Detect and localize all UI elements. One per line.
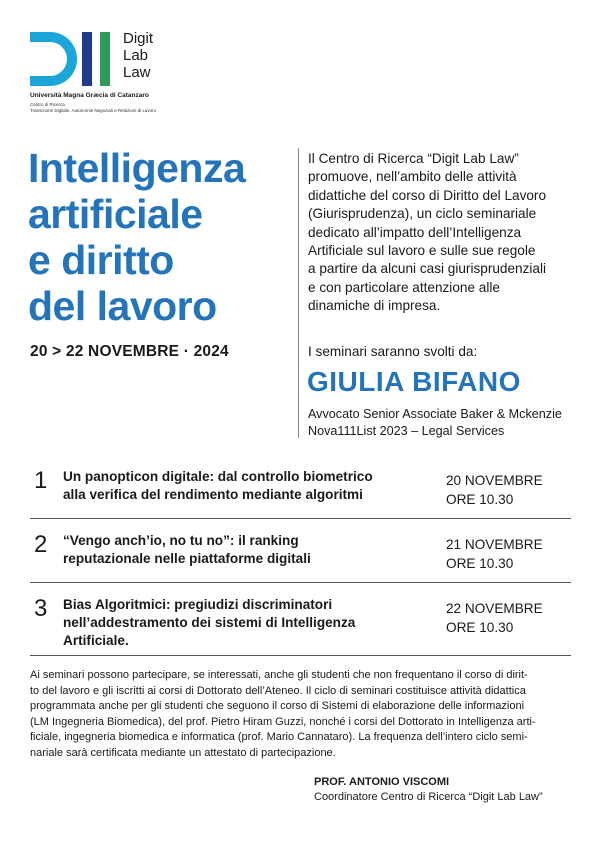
logo-name-line: Law: [123, 64, 151, 81]
session-title-line: nell’addestramento dei sistemi di Intelligenza: [63, 615, 356, 630]
footer-line: ficiale, ingegneria biomedica e informatica (prof. Mario Cannataro). La frequenza dell’intero ciclo semi-: [30, 731, 528, 744]
speaker-role-line: Avvocato Senior Associate Baker & Mckenzie: [308, 407, 562, 421]
session-date-day: 22 NOVEMBRE: [446, 601, 543, 616]
title-line: artificiale: [28, 191, 203, 237]
title-line: del lavoro: [28, 283, 217, 329]
session-title: [63, 468, 443, 504]
sessions-list: [30, 455, 571, 656]
session-date-time: ORE 10.30: [446, 556, 514, 571]
session-title-line: reputazionale nelle piattaforme digitali: [63, 551, 311, 566]
intro-line: e con particolare attenzione alle: [308, 279, 500, 295]
intro-line: Artificiale sul lavoro e sulle sue regole: [308, 243, 536, 259]
intro-paragraph: [308, 150, 583, 316]
logo-name-line: Digit: [123, 30, 154, 47]
signature-name: PROF. ANTONIO VISCOMI: [314, 776, 450, 788]
session-title-line: alla verifica del rendimento mediante algoritmi: [63, 487, 363, 502]
session-date-day: 21 NOVEMBRE: [446, 537, 543, 552]
logo-name: [123, 30, 153, 81]
logo-subtitle-1: Centro di Ricerca: [30, 102, 65, 107]
session-date-time: ORE 10.30: [446, 492, 514, 507]
event-dates: 20 > 22 NOVEMBRE · 2024: [30, 343, 229, 360]
intro-line: Il Centro di Ricerca “Digit Lab Law”: [308, 151, 519, 166]
session-title-line: Artificiale.: [63, 633, 129, 648]
university-name: Università Magna Græcia di Catanzaro: [30, 92, 149, 99]
page-title: [28, 145, 293, 329]
signature-role: Coordinatore Centro di Ricerca “Digit Lab Law”: [314, 791, 543, 803]
speaker-role: [308, 406, 562, 440]
footer-line: nariale sarà certificata mediante un attestato di partecipazione.: [30, 746, 336, 759]
session-item: [30, 455, 571, 519]
vertical-divider: [298, 148, 299, 438]
intro-line: didattiche del corso di Diritto del Lavoro: [308, 187, 547, 203]
seminari-label: I seminari saranno svolti da:: [308, 344, 478, 359]
intro-line: dinamiche di impresa.: [308, 298, 441, 314]
intro-line: a partire da alcuni casi giurisprudenziali: [308, 261, 547, 277]
intro-line: (Giurisprudenza), un ciclo seminariale: [308, 206, 537, 222]
session-title-line: “Vengo anch’io, no tu no”: il ranking: [63, 533, 299, 548]
logo-subtitle-2: Transizione Digitale, Autonomie Negoziali e Relazioni di Lavoro: [30, 108, 157, 113]
logo-bar-navy: [82, 32, 92, 86]
intro-line: promuove, nell’ambito delle attività: [308, 169, 517, 185]
session-number: 3: [34, 595, 48, 622]
title-line: Intelligenza: [28, 145, 246, 191]
session-date-day: 20 NOVEMBRE: [446, 473, 543, 488]
session-date-time: ORE 10.30: [446, 620, 514, 635]
session-date: [446, 535, 543, 573]
session-date: [446, 599, 543, 637]
session-title: [63, 532, 443, 568]
speaker-role-line: Nova111List 2023 – Legal Services: [308, 424, 505, 438]
logo-mark-icon: [30, 30, 120, 88]
footer-paragraph: [30, 668, 571, 762]
digit-lab-law-logo: [30, 30, 210, 120]
speaker-name: GIULIA BIFANO: [307, 366, 521, 397]
session-item: [30, 583, 571, 656]
session-date: [446, 471, 543, 509]
footer-line: (LM Ingegneria Biomedica), del prof. Pietro Hiram Guzzi, nonché i corsi del Dottorato in Intelligenza arti-: [30, 715, 536, 728]
session-title-line: Bias Algoritmici: pregiudizi discriminatori: [63, 597, 333, 612]
session-item: [30, 519, 571, 583]
session-title-line: Un panopticon digitale: dal controllo biometrico: [63, 469, 373, 484]
logo-bar-green: [100, 32, 110, 86]
session-title: [63, 596, 443, 650]
logo-d-shape: [30, 32, 77, 86]
footer-line: programmata anche per gli studenti che seguono il corso di Sistemi di elaborazione delle informazioni: [30, 700, 525, 713]
footer-line: Ai seminari possono partecipare, se interessati, anche gli studenti che non frequentano il corso di dirit-: [30, 669, 528, 681]
footer-line: to del lavoro e gli iscritti ai corsi di Dottorato dell’Ateneo. Il ciclo di seminari costituisce attività didattica: [30, 684, 526, 697]
title-line: e diritto: [28, 237, 174, 283]
session-number: 1: [34, 467, 48, 494]
session-number: 2: [34, 531, 48, 558]
logo-name-line: Lab: [123, 47, 149, 64]
intro-line: dedicato all’impatto dell’Intelligenza: [308, 224, 522, 240]
